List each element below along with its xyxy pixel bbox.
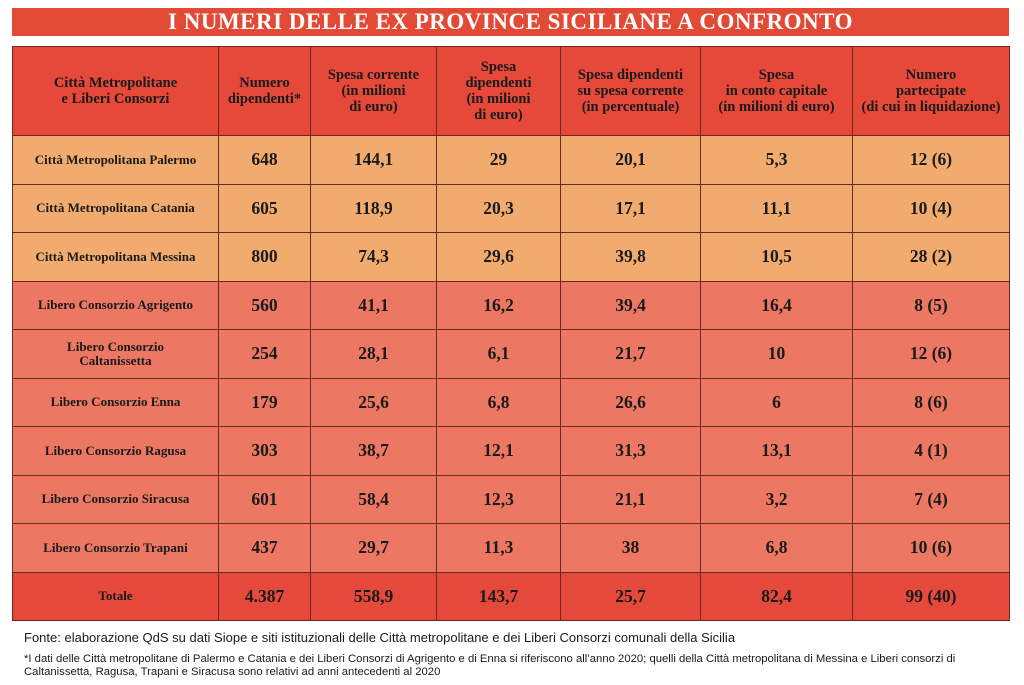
table-body xyxy=(13,136,1010,621)
table-cell: 10 (6) xyxy=(853,524,1010,573)
table-cell: 58,4 xyxy=(311,475,437,524)
header-numero-dipendenti xyxy=(219,47,311,136)
row-label: Libero Consorzio Ragusa xyxy=(13,427,219,476)
table-cell: 601 xyxy=(219,475,311,524)
table-cell: 12 (6) xyxy=(853,330,1010,379)
table-cell: 99 (40) xyxy=(853,572,1010,621)
table-cell: 10 (4) xyxy=(853,184,1010,233)
table-cell: 82,4 xyxy=(701,572,853,621)
total-row xyxy=(13,572,1010,621)
table-cell: 4 (1) xyxy=(853,427,1010,476)
table-cell: 26,6 xyxy=(561,378,701,427)
table-cell: 31,3 xyxy=(561,427,701,476)
data-table xyxy=(12,46,1010,621)
row-label: Libero Consorzio Agrigento xyxy=(13,281,219,330)
table-cell: 28 (2) xyxy=(853,233,1010,282)
table-cell: 13,1 xyxy=(701,427,853,476)
table-cell: 144,1 xyxy=(311,136,437,185)
table-cell: 648 xyxy=(219,136,311,185)
table-cell: 6,8 xyxy=(437,378,561,427)
table-row xyxy=(13,233,1010,282)
footnote: *I dati delle Città metropolitane di Palermo e Catania e dei Liberi Consorzi di Agrigento e di Enna si riferiscono all’anno 2020; quelli della Città metropolitana di Messina e Liberi consorzi di Caltanissetta, Ragusa, Trapani e Siracusa sono relativi ad anni antecedenti al 2020 xyxy=(24,653,956,678)
table-cell: 7 (4) xyxy=(853,475,1010,524)
table-cell: 5,3 xyxy=(701,136,853,185)
table-cell: 11,3 xyxy=(437,524,561,573)
row-label: Libero Consorzio Siracusa xyxy=(13,475,219,524)
title-banner xyxy=(12,8,1009,36)
table-cell: 4.387 xyxy=(219,572,311,621)
table-cell: 17,1 xyxy=(561,184,701,233)
table-cell: 20,1 xyxy=(561,136,701,185)
table-cell: 437 xyxy=(219,524,311,573)
row-label: Totale xyxy=(13,572,219,621)
row-label: Città Metropolitana Palermo xyxy=(13,136,219,185)
table-cell: 303 xyxy=(219,427,311,476)
table-cell: 28,1 xyxy=(311,330,437,379)
header-label: Spesa corrente (in milioni di euro) xyxy=(327,67,420,115)
row-label: Città Metropolitana Catania xyxy=(13,184,219,233)
table-cell: 179 xyxy=(219,378,311,427)
header-spesa-dipendenti xyxy=(437,47,561,136)
table-cell: 11,1 xyxy=(701,184,853,233)
table-cell: 38 xyxy=(561,524,701,573)
table-cell: 3,2 xyxy=(701,475,853,524)
table-cell: 560 xyxy=(219,281,311,330)
table-cell: 800 xyxy=(219,233,311,282)
header-label: Spesa in conto capitale (in milioni di euro) xyxy=(718,67,835,115)
table-row xyxy=(13,427,1010,476)
table-cell: 10,5 xyxy=(701,233,853,282)
table-cell: 39,8 xyxy=(561,233,701,282)
data-table-container xyxy=(12,46,1009,621)
row-label: Libero Consorzio Caltanissetta xyxy=(13,330,219,379)
table-cell: 254 xyxy=(219,330,311,379)
header-label: Spesa dipendenti (in milioni di euro) xyxy=(465,59,532,123)
table-cell: 38,7 xyxy=(311,427,437,476)
table-row xyxy=(13,330,1010,379)
table-cell: 558,9 xyxy=(311,572,437,621)
header-partecipate xyxy=(853,47,1010,136)
header-label: Numero dipendenti* xyxy=(227,75,302,107)
header-percentuale xyxy=(561,47,701,136)
table-cell: 16,2 xyxy=(437,281,561,330)
header-label: Spesa dipendenti su spesa corrente (in percentuale) xyxy=(577,67,684,115)
table-cell: 12,3 xyxy=(437,475,561,524)
row-label: Libero Consorzio Trapani xyxy=(13,524,219,573)
header-spesa-corrente xyxy=(311,47,437,136)
table-cell: 16,4 xyxy=(701,281,853,330)
table-cell: 8 (5) xyxy=(853,281,1010,330)
table-cell: 12 (6) xyxy=(853,136,1010,185)
table-cell: 118,9 xyxy=(311,184,437,233)
source-note: Fonte: elaborazione QdS su dati Siope e siti istituzionali delle Città metropolitane e dei Liberi Consorzi comunali della Sicilia xyxy=(24,630,736,645)
table-cell: 29 xyxy=(437,136,561,185)
table-cell: 39,4 xyxy=(561,281,701,330)
table-cell: 605 xyxy=(219,184,311,233)
table-row xyxy=(13,184,1010,233)
header-label: Numero partecipate (di cui in liquidazione) xyxy=(861,67,1001,115)
table-cell: 21,7 xyxy=(561,330,701,379)
table-row xyxy=(13,475,1010,524)
table-row xyxy=(13,281,1010,330)
table-row xyxy=(13,136,1010,185)
header-conto-capitale xyxy=(701,47,853,136)
table-cell: 12,1 xyxy=(437,427,561,476)
table-cell: 25,7 xyxy=(561,572,701,621)
table-row xyxy=(13,524,1010,573)
table-cell: 20,3 xyxy=(437,184,561,233)
header-entity xyxy=(13,47,219,136)
table-cell: 6,8 xyxy=(701,524,853,573)
table-cell: 41,1 xyxy=(311,281,437,330)
table-cell: 10 xyxy=(701,330,853,379)
table-cell: 21,1 xyxy=(561,475,701,524)
table-cell: 6,1 xyxy=(437,330,561,379)
page-title: I NUMERI DELLE EX PROVINCE SICILIANE A CONFRONTO xyxy=(168,9,853,34)
row-label: Città Metropolitana Messina xyxy=(13,233,219,282)
table-cell: 6 xyxy=(701,378,853,427)
table-row xyxy=(13,378,1010,427)
table-cell: 25,6 xyxy=(311,378,437,427)
table-cell: 143,7 xyxy=(437,572,561,621)
row-label: Libero Consorzio Enna xyxy=(13,378,219,427)
table-cell: 29,6 xyxy=(437,233,561,282)
table-cell: 29,7 xyxy=(311,524,437,573)
table-header-row xyxy=(13,47,1010,136)
table-cell: 74,3 xyxy=(311,233,437,282)
header-label: Città Metropolitane e Liberi Consorzi xyxy=(53,75,178,107)
table-cell: 8 (6) xyxy=(853,378,1010,427)
